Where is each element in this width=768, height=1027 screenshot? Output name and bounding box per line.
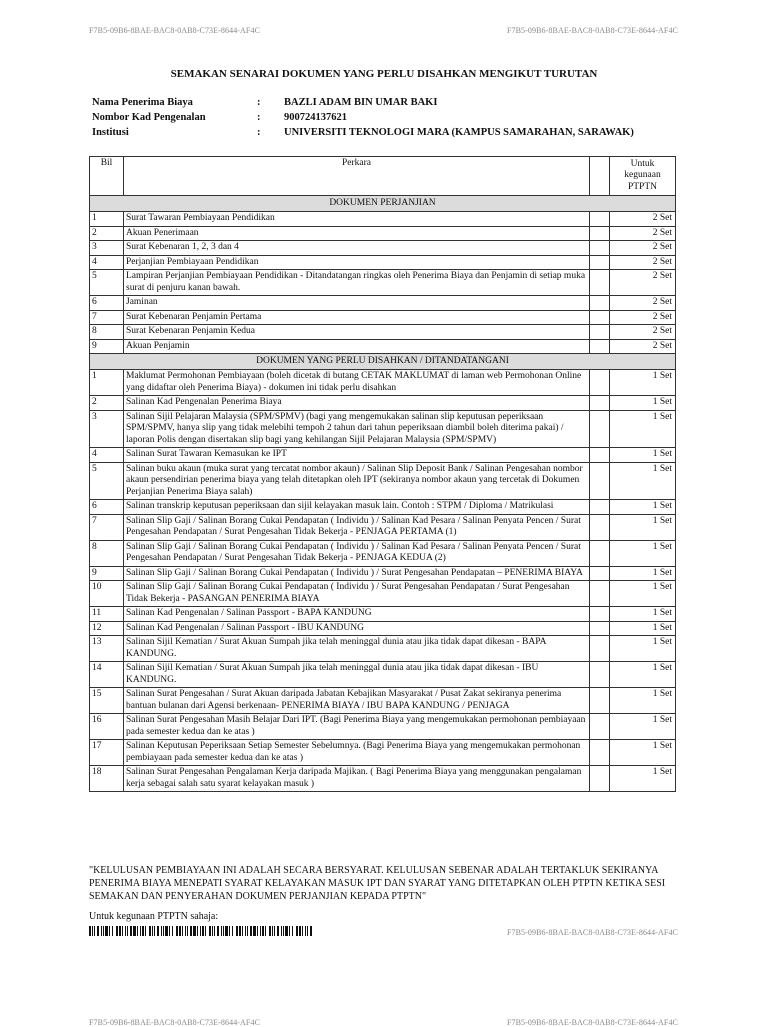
row-perkara: Salinan Keputusan Peperiksaan Setiap Semester Sebelumnya. (Bagi Penerima Biaya yang mengemukakan permohonan pembiayaan pada semester kedua dan ke atas ) <box>124 740 590 766</box>
row-perkara: Salinan Sijil Kematian / Surat Akuan Sumpah jika telah meninggal dunia atau jika tidak dapat dikesan - BAPA KANDUNG. <box>124 636 590 662</box>
row-bil: 12 <box>90 621 124 636</box>
row-perkara: Salinan Surat Pengesahan / Surat Akuan daripada Jabatan Kebajikan Masyarakat / Pusat Zakat sekiranya penerima bantuan bulanan dari Agensi berkenaan- PENERIMA BIAYA / IBU BAPA KANDUNG / PENJAGA <box>124 688 590 714</box>
row-bil: 5 <box>90 270 124 296</box>
table-row <box>90 296 676 311</box>
table-row <box>90 212 676 227</box>
section-header-row <box>90 354 676 370</box>
row-perkara: Salinan transkrip keputusan peperiksaan dan sijil kelayakan masuk lain. Contoh : STPM / Diploma / Matrikulasi <box>124 500 590 515</box>
row-bil: 1 <box>90 370 124 396</box>
row-perkara: Surat Kebenaran 1, 2, 3 dan 4 <box>124 241 590 256</box>
info-label: Nama Penerima Biaya <box>92 97 193 108</box>
row-bil: 17 <box>90 740 124 766</box>
row-check-cell <box>590 410 610 448</box>
info-value: BAZLI ADAM BIN UMAR BAKI <box>284 97 438 108</box>
info-colon: : <box>257 127 261 138</box>
row-check-cell <box>590 270 610 296</box>
row-check-cell <box>590 226 610 241</box>
row-check-cell <box>590 310 610 325</box>
row-qty: 1 Set <box>610 714 676 740</box>
row-perkara: Surat Kebenaran Penjamin Kedua <box>124 325 590 340</box>
row-perkara: Salinan Kad Pengenalan / Salinan Passport - IBU KANDUNG <box>124 621 590 636</box>
row-qty: 1 Set <box>610 514 676 540</box>
row-check-cell <box>590 339 610 354</box>
row-perkara: Salinan Surat Pengesahan Pengalaman Kerja daripada Majikan. ( Bagi Penerima Biaya yang menggunakan pengalaman kerja sebagai salah satu syarat kelayakan masuk ) <box>124 766 590 792</box>
row-perkara: Salinan Sijil Kematian / Surat Akuan Sumpah jika telah meninggal dunia atau jika tidak dapat dikesan - IBU KANDUNG. <box>124 662 590 688</box>
row-qty: 1 Set <box>610 740 676 766</box>
row-check-cell <box>590 325 610 340</box>
row-qty: 2 Set <box>610 212 676 227</box>
row-qty: 2 Set <box>610 325 676 340</box>
row-qty: 2 Set <box>610 226 676 241</box>
header-bil: Bil <box>90 157 124 196</box>
row-qty: 1 Set <box>610 688 676 714</box>
row-perkara: Salinan Slip Gaji / Salinan Borang Cukai Pendapatan ( Individu ) / Salinan Kad Pesara / Salinan Penyata Pencen / Surat Pengesahan Pendapatan / Surat Pengesahan Tidak Bekerja - PENJAGA PERTAMA (1) <box>124 514 590 540</box>
row-perkara: Salinan Slip Gaji / Salinan Borang Cukai Pendapatan ( Individu ) / Salinan Kad Pesara / Salinan Penyata Pencen / Surat Pengesahan Pendapatan / Surat Pengesahan Tidak Bekerja - PENJAGA KEDUA (2) <box>124 540 590 566</box>
row-check-cell <box>590 462 610 500</box>
row-check-cell <box>590 514 610 540</box>
table-row <box>90 740 676 766</box>
row-bil: 16 <box>90 714 124 740</box>
row-qty: 1 Set <box>610 462 676 500</box>
row-check-cell <box>590 370 610 396</box>
row-bil: 15 <box>90 688 124 714</box>
row-bil: 4 <box>90 255 124 270</box>
info-colon: : <box>257 112 261 123</box>
row-perkara: Lampiran Perjanjian Pembiayaan Pendidikan - Ditandatangan ringkas oleh Penerima Biaya dan Penjamin di setiap muka surat di penjuru kanan bawah. <box>124 270 590 296</box>
row-bil: 3 <box>90 241 124 256</box>
row-bil: 10 <box>90 581 124 607</box>
table-row <box>90 226 676 241</box>
info-label: Institusi <box>92 127 129 138</box>
usage-label: Untuk kegunaan PTPTN sahaja: <box>89 911 219 922</box>
row-perkara: Salinan Slip Gaji / Salinan Borang Cukai Pendapatan ( Individu ) / Surat Pengesahan Pendapatan / Surat Pengesahan Tidak Bekerja - PASANGAN PENERIMA BIAYA <box>124 581 590 607</box>
table-row <box>90 255 676 270</box>
row-qty: 2 Set <box>610 270 676 296</box>
table-body <box>90 196 676 792</box>
row-check-cell <box>590 621 610 636</box>
table-row <box>90 370 676 396</box>
row-bil: 6 <box>90 500 124 515</box>
row-bil: 13 <box>90 636 124 662</box>
doc-code-top-left: F7B5-09B6-8BAE-BAC8-0AB8-C73E-8644-AF4C <box>89 26 261 35</box>
row-check-cell <box>590 241 610 256</box>
document-checklist-table <box>89 156 676 792</box>
table-row <box>90 462 676 500</box>
row-perkara: Perjanjian Pembiayaan Pendidikan <box>124 255 590 270</box>
table-row <box>90 566 676 581</box>
section-title: DOKUMEN YANG PERLU DISAHKAN / DITANDATANGANI <box>90 354 676 370</box>
header-perkara: Perkara <box>124 157 590 196</box>
table-row <box>90 396 676 411</box>
row-qty: 1 Set <box>610 410 676 448</box>
row-bil: 4 <box>90 448 124 463</box>
row-bil: 1 <box>90 212 124 227</box>
row-check-cell <box>590 566 610 581</box>
row-qty: 1 Set <box>610 540 676 566</box>
table-row <box>90 241 676 256</box>
row-qty: 1 Set <box>610 581 676 607</box>
table-row <box>90 310 676 325</box>
table-row <box>90 500 676 515</box>
table-header-row <box>90 157 676 196</box>
header-check <box>590 157 610 196</box>
row-check-cell <box>590 500 610 515</box>
info-label: Nombor Kad Pengenalan <box>92 112 206 123</box>
row-check-cell <box>590 636 610 662</box>
row-perkara: Maklumat Permohonan Pembiayaan (boleh dicetak di butang CETAK MAKLUMAT di laman web Permohonan Online yang didaftar oleh Penerima Biaya) - dokumen ini tidak perlu disahkan <box>124 370 590 396</box>
row-qty: 2 Set <box>610 241 676 256</box>
table-row <box>90 607 676 622</box>
row-perkara: Salinan Surat Pengesahan Masih Belajar Dari IPT. (Bagi Penerima Biaya yang mengemukakan permohonan pembiayaan pada semester kedua dan ke atas ) <box>124 714 590 740</box>
section-header-row <box>90 196 676 212</box>
barcode <box>89 926 315 936</box>
row-bil: 8 <box>90 540 124 566</box>
info-value: 900724137621 <box>284 112 347 123</box>
info-colon: : <box>257 97 261 108</box>
table-row <box>90 540 676 566</box>
page-title: SEMAKAN SENARAI DOKUMEN YANG PERLU DISAHKAN MENGIKUT TURUTAN <box>170 68 598 80</box>
row-perkara: Salinan Slip Gaji / Salinan Borang Cukai Pendapatan ( Individu ) / Surat Pengesahan Pendapatan – PENERIMA BIAYA <box>124 566 590 581</box>
row-qty: 1 Set <box>610 766 676 792</box>
row-perkara: Salinan Kad Pengenalan Penerima Biaya <box>124 396 590 411</box>
row-bil: 8 <box>90 325 124 340</box>
table-row <box>90 514 676 540</box>
header-untuk: Untuk kegunaan PTPTN <box>610 157 676 196</box>
table-row <box>90 636 676 662</box>
row-bil: 9 <box>90 339 124 354</box>
row-bil: 6 <box>90 296 124 311</box>
row-bil: 7 <box>90 514 124 540</box>
table-row <box>90 581 676 607</box>
table-row <box>90 714 676 740</box>
row-check-cell <box>590 688 610 714</box>
row-bil: 7 <box>90 310 124 325</box>
row-bil: 5 <box>90 462 124 500</box>
row-check-cell <box>590 396 610 411</box>
row-bil: 18 <box>90 766 124 792</box>
table-row <box>90 662 676 688</box>
row-perkara: Salinan Kad Pengenalan / Salinan Passport - BAPA KANDUNG <box>124 607 590 622</box>
row-qty: 2 Set <box>610 339 676 354</box>
info-value: UNIVERSITI TEKNOLOGI MARA (KAMPUS SAMARAHAN, SARAWAK) <box>284 127 634 138</box>
row-check-cell <box>590 448 610 463</box>
row-qty: 1 Set <box>610 607 676 622</box>
doc-code-top-right: F7B5-09B6-8BAE-BAC8-0AB8-C73E-8644-AF4C <box>506 26 678 35</box>
row-qty: 1 Set <box>610 621 676 636</box>
row-qty: 1 Set <box>610 500 676 515</box>
row-perkara: Salinan buku akaun (muka surat yang tercatat nombor akaun) / Salinan Slip Deposit Bank / Salinan Pengesahan nombor akaun persendirian penerima biaya yang telah ditetapkan oleh IPT (sekiranya nombor akaun yang tercetak di Dokumen Perjanjian Penerima Biaya salah) <box>124 462 590 500</box>
row-check-cell <box>590 540 610 566</box>
table-row <box>90 621 676 636</box>
row-perkara: Salinan Surat Tawaran Kemasukan ke IPT <box>124 448 590 463</box>
row-check-cell <box>590 255 610 270</box>
row-qty: 1 Set <box>610 636 676 662</box>
doc-code-footer-right: F7B5-09B6-8BAE-BAC8-0AB8-C73E-8644-AF4C <box>506 928 678 937</box>
row-check-cell <box>590 581 610 607</box>
row-check-cell <box>590 607 610 622</box>
row-check-cell <box>590 740 610 766</box>
row-perkara: Salinan Sijil Pelajaran Malaysia (SPM/SPMV) (bagi yang mengemukakan salinan slip keputusan peperiksaan SPM/SPMV, hanya slip yang tidak melebihi tempoh 2 tahun dari tahun peperiksaan diambil boleh diterima pakai) / laporan Polis dengan disertakan slip bagi yang kehilangan Sijil Pelajaran Malaysia (SPM/SPMV) <box>124 410 590 448</box>
row-check-cell <box>590 212 610 227</box>
doc-code-bottom-left: F7B5-09B6-8BAE-BAC8-0AB8-C73E-8644-AF4C <box>89 1018 261 1027</box>
row-check-cell <box>590 714 610 740</box>
row-perkara: Akuan Penjamin <box>124 339 590 354</box>
row-bil: 11 <box>90 607 124 622</box>
table-row <box>90 448 676 463</box>
row-check-cell <box>590 296 610 311</box>
row-bil: 9 <box>90 566 124 581</box>
row-bil: 2 <box>90 396 124 411</box>
row-perkara: Jaminan <box>124 296 590 311</box>
row-perkara: Surat Tawaran Pembiayaan Pendidikan <box>124 212 590 227</box>
table-row <box>90 339 676 354</box>
row-qty: 1 Set <box>610 448 676 463</box>
table-row <box>90 325 676 340</box>
doc-code-bottom-right: F7B5-09B6-8BAE-BAC8-0AB8-C73E-8644-AF4C <box>506 1018 678 1027</box>
row-check-cell <box>590 662 610 688</box>
row-bil: 3 <box>90 410 124 448</box>
row-perkara: Akuan Penerimaan <box>124 226 590 241</box>
row-qty: 1 Set <box>610 396 676 411</box>
row-qty: 2 Set <box>610 310 676 325</box>
section-title: DOKUMEN PERJANJIAN <box>90 196 676 212</box>
table-row <box>90 270 676 296</box>
row-check-cell <box>590 766 610 792</box>
row-qty: 1 Set <box>610 566 676 581</box>
row-qty: 1 Set <box>610 370 676 396</box>
row-perkara: Surat Kebenaran Penjamin Pertama <box>124 310 590 325</box>
row-bil: 2 <box>90 226 124 241</box>
disclaimer-text: "KELULUSAN PEMBIAYAAN INI ADALAH SECARA BERSYARAT. KELULUSAN SEBENAR ADALAH TERTAKLUK SEKIRANYA PENERIMA BIAYA MENEPATI SYARAT KELAYAKAN MASUK IPT DAN SYARAT YANG DITETAPKAN OLEH PTPTN KETIKA SESI SEMAKAN DAN PENYERAHAN DOKUMEN PERJANJIAN KEPADA PTPTN" <box>89 865 666 902</box>
row-qty: 1 Set <box>610 662 676 688</box>
row-qty: 2 Set <box>610 296 676 311</box>
row-qty: 2 Set <box>610 255 676 270</box>
table-row <box>90 688 676 714</box>
row-bil: 14 <box>90 662 124 688</box>
table-row <box>90 766 676 792</box>
table-row <box>90 410 676 448</box>
